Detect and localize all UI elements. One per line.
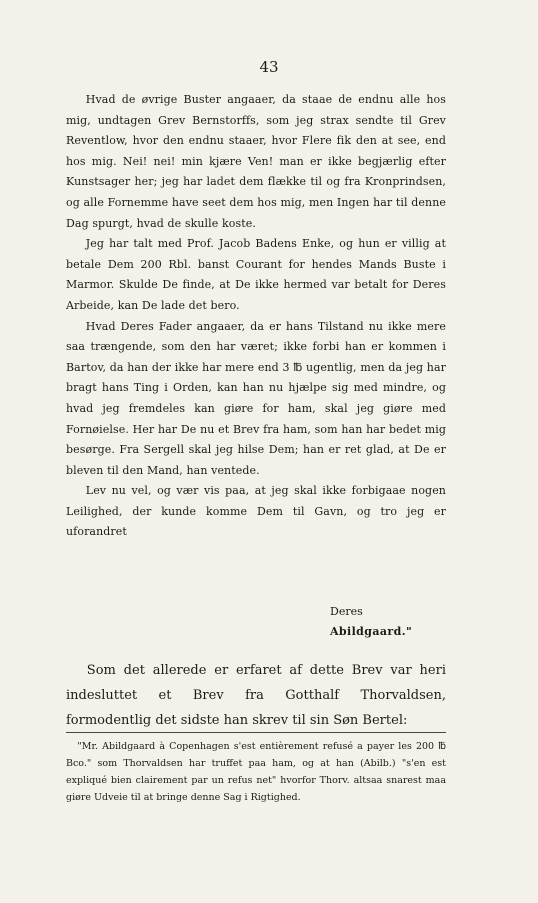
footnote-text: "Mr. Abildgaard à Copenhagen s'est entièrement refusé a payer les 200 ℔ Bco." som Thorvaldsen har truffet paa ham, og at han (Abilb.) "s'en est expliqué bien clairement par un refus net" hvorfor Thorv. altsaa snarest maa giøre Udveie til at bringe denne Sag i Rigtighed. [66,741,446,803]
letter-paragraph: Hvad Deres Fader angaaer, da er hans Tilstand nu ikke mere saa trængende, som den har været; ikke forbi han er kommen i Bartov, da han der ikke har mere end 3 ℔ ugentlig, men da jeg har bragt hans Ting i Orden, kan han nu hjælpe sig med mindre, og hvad jeg fremdeles kan giøre for ham, skal jeg giøre med Fornøielse. Her har De nu et Brev fra ham, som han har bedet mig besørge. Fra Sergell skal jeg hilse Dem; han er ret glad, at De er bleven til den Mand, han ventede. [66,319,446,477]
letter-paragraph: Hvad de øvrige Buster angaaer, da staae de endnu alle hos mig, undtagen Grev Bernstorffs, som jeg strax sendte til Grev Reventlow, hvor den endnu staaer, hvor Flere fik den at see, end hos mig. Nei! nei! min kjære Ven! man er ikke begjærlig efter Kunstsager her; jeg har ladet dem flække til og fra Kronprindsen, og alle Fornemme have seet dem hos mig, men Ingen har til denne Dag spurgt, hvad de skulle koste. [66,93,446,230]
narrative-text [66,658,446,733]
signature: Abildgaard." [330,625,413,638]
narrative-paragraph: Som det allerede er erfaret af dette Brev var heri indesluttet et Brev fra Gotthalf Thorvaldsen, formodentlig det sidste han skrev til sin Søn Bertel: [66,663,446,728]
closing-phrase: Deres [330,605,363,618]
page-number: 43 [259,58,279,76]
letter-closing [330,602,412,642]
letter-paragraph: Lev nu vel, og vær vis paa, at jeg skal ikke forbigaae nogen Leilighed, der kunde komme Dem til Gavn, og tro jeg er uforandret [66,484,446,539]
footnote-divider [66,732,446,733]
letter-text [66,90,446,543]
footnote [66,738,446,806]
letter-paragraph: Jeg har talt med Prof. Jacob Badens Enke, og hun er villig at betale Dem 200 Rbl. banst Courant for hendes Mands Buste i Marmor. Skulde De finde, at De ikke hermed var betalt for Deres Arbeide, kan De lade det bero. [66,237,446,312]
